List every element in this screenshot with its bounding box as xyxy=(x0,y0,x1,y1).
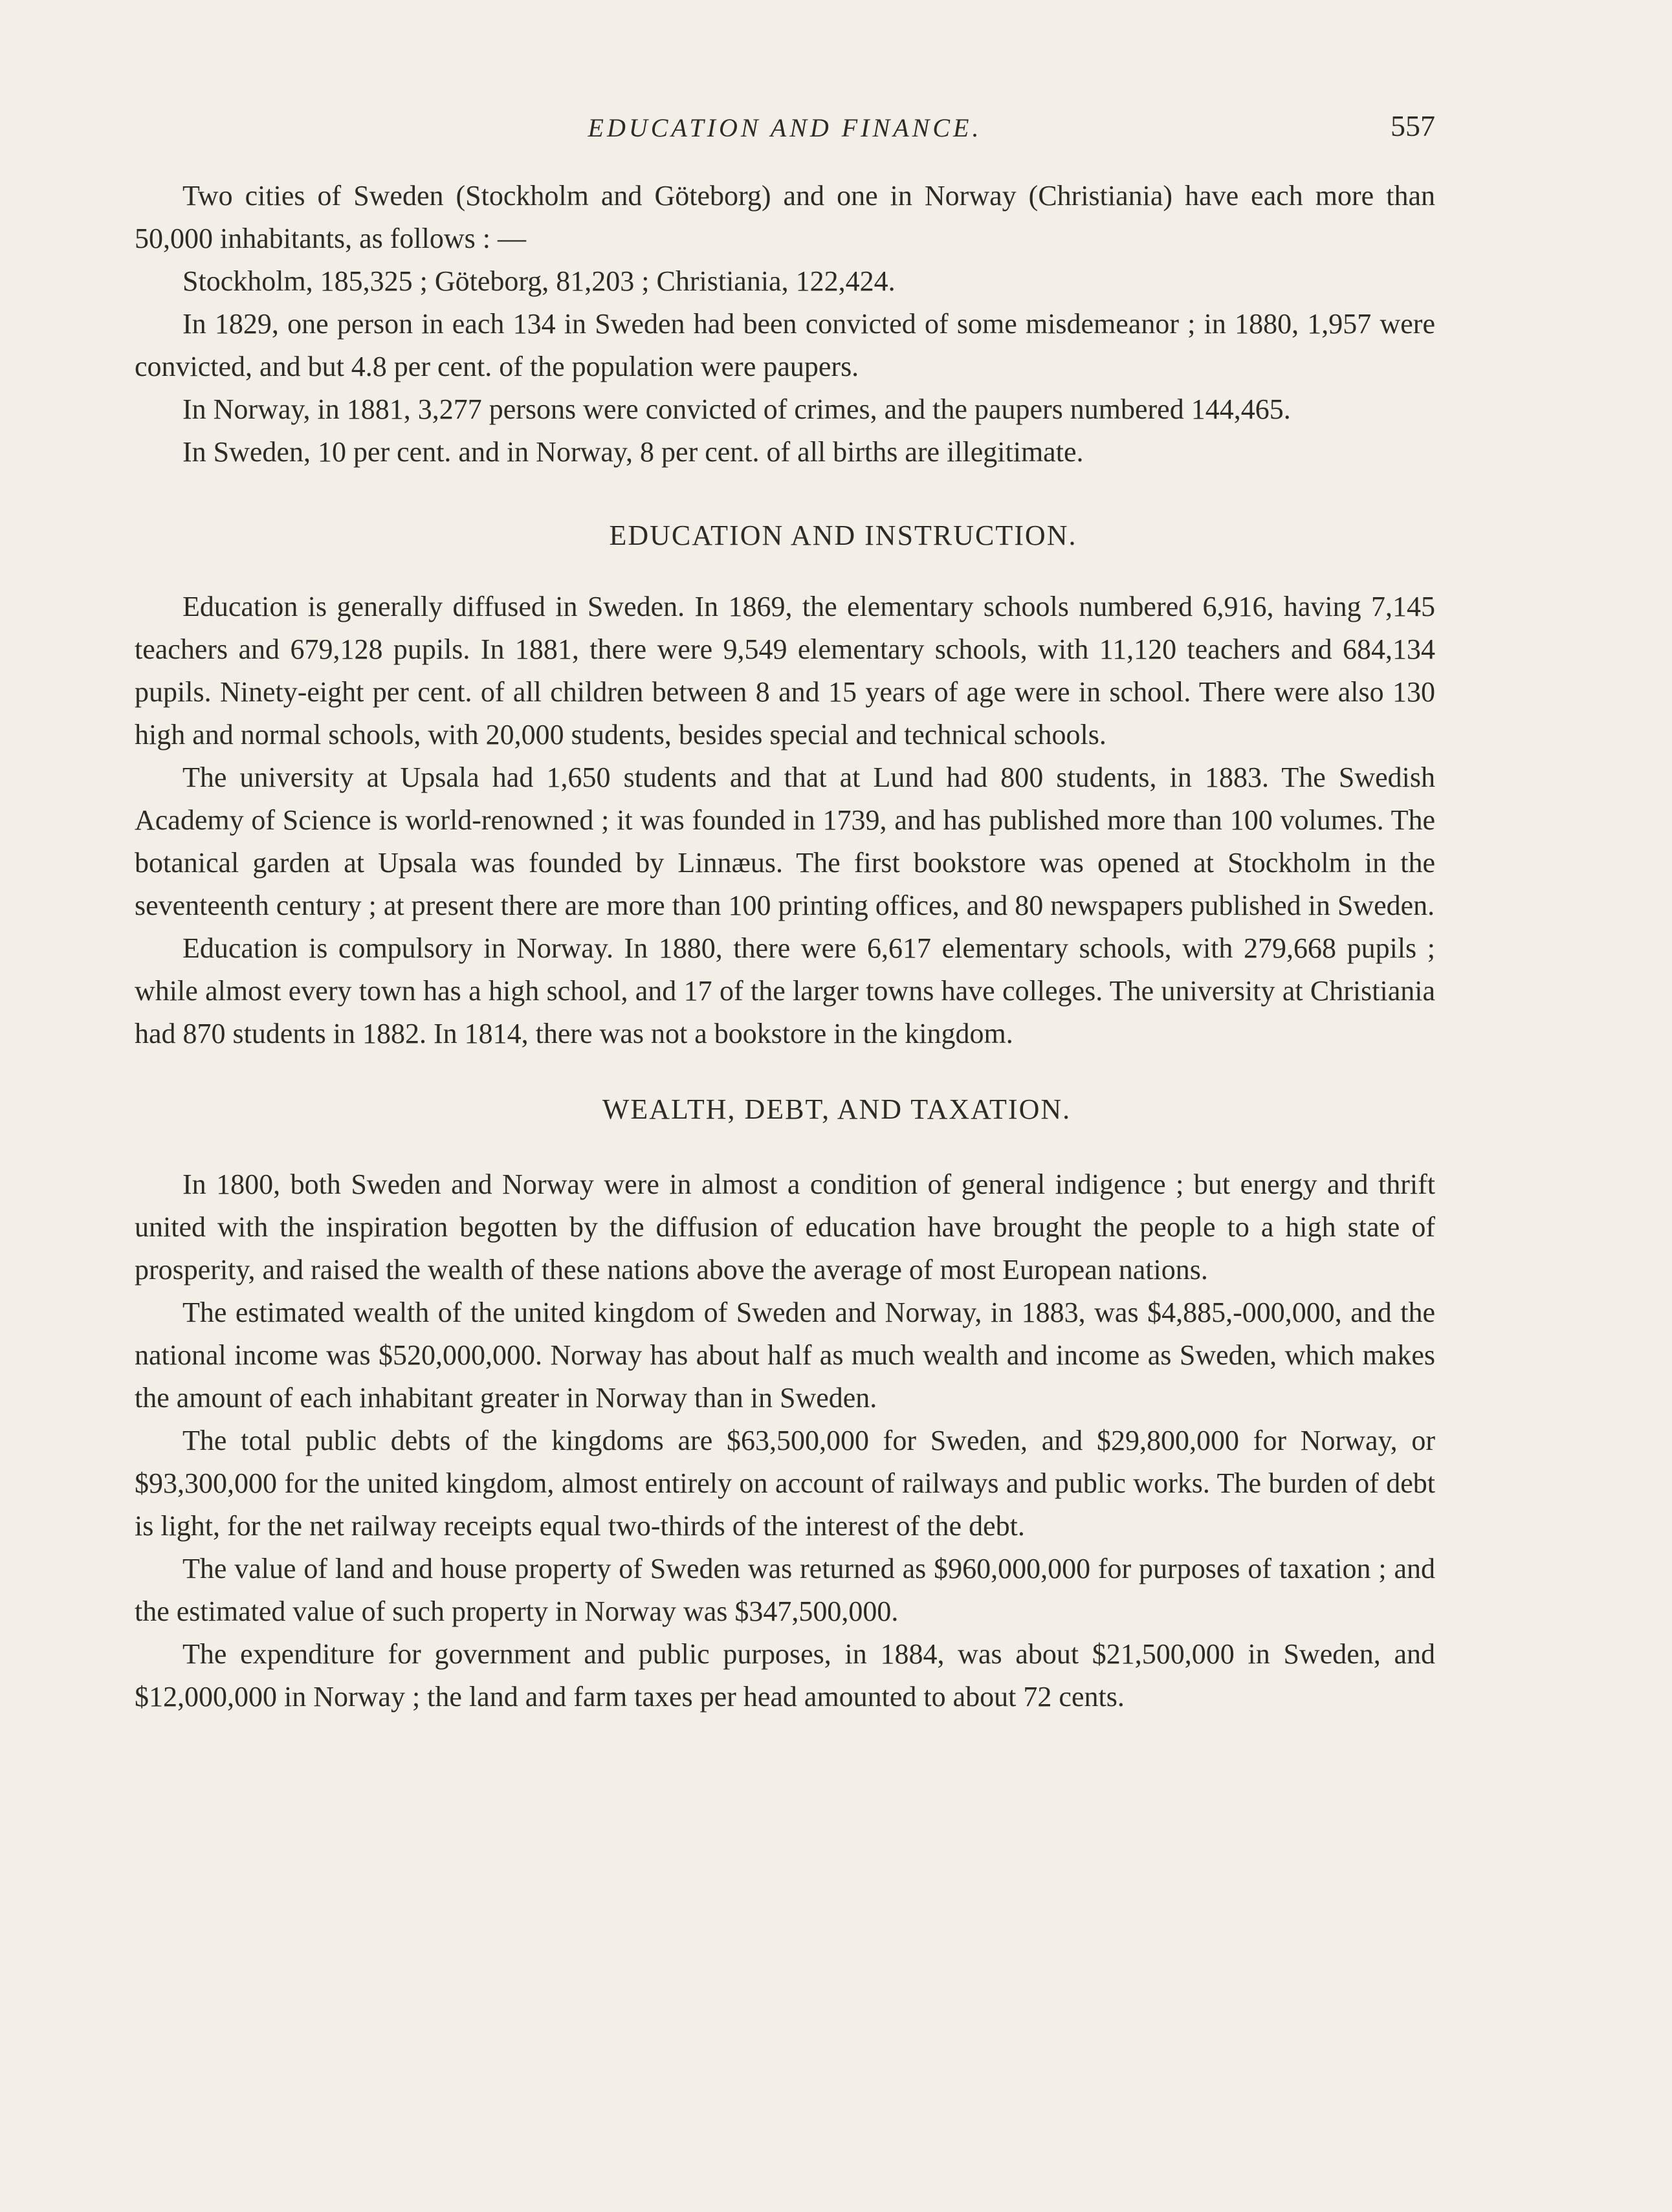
intro-paragraph: Stockholm, 185,325 ; Göteborg, 81,203 ; Christiania, 122,424. xyxy=(182,265,896,297)
body-text xyxy=(135,175,1435,1718)
section-heading-education: EDUCATION AND INSTRUCTION. xyxy=(609,520,1077,551)
page-number: 557 xyxy=(1391,109,1435,142)
section-heading-wealth: WEALTH, DEBT, AND TAXATION. xyxy=(602,1093,1072,1125)
wealth-paragraph: In 1800, both Sweden and Norway were in almost a condition of general indigence ; but energy and thrift united with the inspiration begotten by the diffusion of education have brought the people to a high state of prosperity, and raised the wealth of these nations above the average of most European nations. xyxy=(135,1168,1435,1286)
intro-paragraph: Two cities of Sweden (Stockholm and Göteborg) and one in Norway (Christiania) have each more than 50,000 inhabitants, as follows : — xyxy=(135,180,1435,254)
wealth-paragraph: The estimated wealth of the united kingdom of Sweden and Norway, in 1883, was $4,885,-000,000, and the national income was $520,000,000. Norway has about half as much wealth and income as Sweden, which makes the amount of each inhabitant greater in Norway than in Sweden. xyxy=(135,1297,1435,1414)
wealth-paragraph: The total public debts of the kingdoms are $63,500,000 for Sweden, and $29,800,000 for Norway, or $93,300,000 for the united kingdom, almost entirely on account of railways and public works. The burden of debt is light, for the net railway receipts equal two-thirds of the interest of the debt. xyxy=(135,1425,1435,1542)
page-header xyxy=(135,109,1435,148)
intro-paragraph: In Norway, in 1881, 3,277 persons were convicted of crimes, and the paupers numbered 144,465. xyxy=(182,393,1291,425)
intro-paragraph: In 1829, one person in each 134 in Sweden had been convicted of some misdemeanor ; in 1880, 1,957 were convicted, and but 4.8 per cent. of the population were paupers. xyxy=(135,308,1435,382)
wealth-paragraph: The value of land and house property of Sweden was returned as $960,000,000 for purposes of taxation ; and the estimated value of such property in Norway was $347,500,000. xyxy=(135,1553,1435,1627)
education-paragraph: The university at Upsala had 1,650 students and that at Lund had 800 students, in 1883. The Swedish Academy of Science is world-renowned ; it was founded in 1739, and has published more than 100 volumes. The botanical garden at Upsala was founded by Linnæus. The first bookstore was opened at Stockholm in the seventeenth century ; at present there are more than 100 printing offices, and 80 newspapers published in Sweden. xyxy=(135,761,1435,921)
intro-paragraph: In Sweden, 10 per cent. and in Norway, 8 per cent. of all births are illegitimate. xyxy=(182,436,1084,468)
education-paragraph: Education is compulsory in Norway. In 1880, there were 6,617 elementary schools, with 279,668 pupils ; while almost every town has a high school, and 17 of the larger towns have colleges. The university at Christiania had 870 students in 1882. In 1814, there was not a bookstore in the kingdom. xyxy=(135,932,1435,1049)
education-paragraph: Education is generally diffused in Sweden. In 1869, the elementary schools numbered 6,916, having 7,145 teachers and 679,128 pupils. In 1881, there were 9,549 elementary schools, with 11,120 teachers and 684,134 pupils. Ninety-eight per cent. of all children between 8 and 15 years of age were in school. There were also 130 high and normal schools, with 20,000 students, besides special and technical schools. xyxy=(135,591,1435,750)
wealth-paragraph: The expenditure for government and public purposes, in 1884, was about $21,500,000 in Sweden, and $12,000,000 in Norway ; the land and farm taxes per head amounted to about 72 cents. xyxy=(135,1638,1435,1713)
running-title: EDUCATION AND FINANCE. xyxy=(588,113,982,142)
